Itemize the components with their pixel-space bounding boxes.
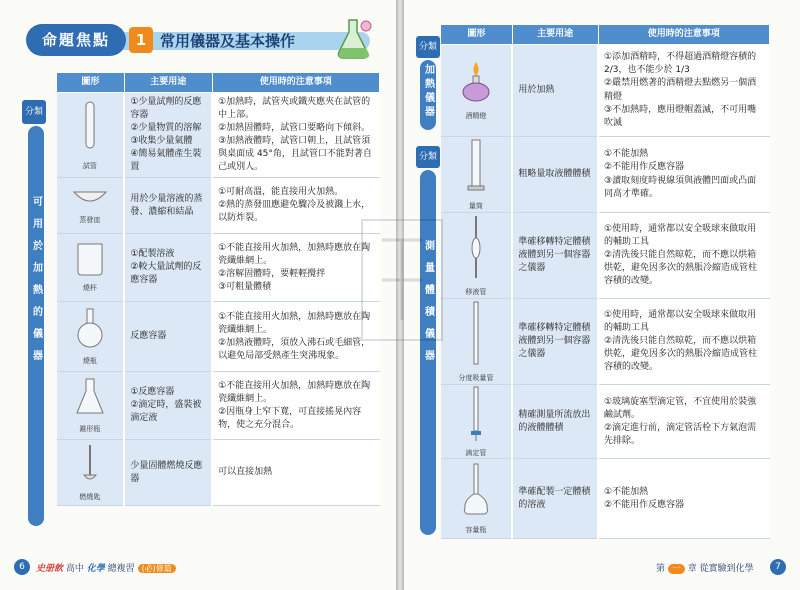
table-header-row [57, 73, 380, 93]
brand-subject: 化學 [86, 564, 105, 574]
instrument-name: 分度吸量管 [458, 373, 494, 382]
instrument-notes: ①不能直接用火加熱，加熱時應放在陶瓷纖維網上。 ②因瓶身上窄下寬，可直接搖晃內容物，使之充分混合。 [212, 372, 379, 440]
brand-series: 總複習 [107, 564, 135, 574]
column-header-figure: 圖形 [441, 25, 513, 45]
column-header-use: 主要用途 [124, 73, 212, 93]
instrument-notes: ①玻璃旋塞型滴定管，不宜使用於裝強鹼試劑。 ②滴定進行前，滴定管活栓下方氣泡需先排除。 [598, 385, 769, 459]
alcohol-lamp-icon [461, 60, 491, 104]
measure-category-tab: 分類 [416, 146, 440, 168]
instrument-notes: ①使用時，通常都以安全吸球來做取用的輔助工具 ②清洗後只能自然晾乾，而不應以烘箱烘乾，避免因多次的熱脹冷縮造成管柱容積的改變。 [598, 299, 769, 385]
heating-label-text: 加熱儀器 [422, 64, 434, 120]
column-header-notes: 使用時的注意事項 [212, 73, 379, 93]
brand-level: 高中 [65, 564, 84, 574]
table-row [57, 234, 380, 302]
right-page [404, 0, 800, 590]
instrument-use: 準確移轉特定體積液體到另一個容器之儀器 [512, 299, 598, 385]
instrument-use: ①少量試劑的反應容器 ②少量物質的溶解 ③收集少量氣體 ④簡易氣體產生裝置 [124, 93, 212, 178]
instrument-name: 容量瓶 [465, 526, 487, 535]
burette-icon [469, 385, 483, 441]
instrument-use: 準確配製一定體積的溶液 [512, 459, 598, 539]
book-brand [36, 561, 176, 574]
instrument-name: 錐形瓶 [79, 425, 101, 434]
instrument-name: 移液管 [465, 287, 487, 296]
instrument-name: 蒸發皿 [79, 216, 101, 225]
instrument-figure [57, 372, 125, 440]
instrument-name: 燒杯 [82, 284, 97, 293]
table-row [441, 459, 770, 539]
column-header-figure: 圖形 [57, 73, 125, 93]
instrument-figure [57, 93, 125, 178]
instrument-use: 用於加熱 [512, 45, 598, 137]
book-gutter [396, 0, 404, 590]
instrument-use: ①配製溶液 ②較大量試劑的反應容器 [124, 234, 212, 302]
chapter-footer [656, 561, 754, 574]
table-row [57, 372, 380, 440]
evaporating-dish-icon [72, 186, 108, 208]
section-badge: 命題焦點 [26, 24, 126, 56]
combustion-spoon-icon [80, 443, 100, 485]
chapter-label: 第 [656, 564, 666, 574]
instrument-notes: ①可耐高溫，能直接用火加熱。 ②熱的蒸發皿應避免驟冷及被濺上水，以防炸裂。 [212, 178, 379, 234]
page-number-right: 7 [770, 559, 786, 575]
instrument-table-right [440, 24, 770, 539]
table-row [441, 385, 770, 459]
instrument-figure [57, 440, 125, 506]
test-tube-icon [83, 100, 97, 154]
erlenmeyer-flask-icon [75, 377, 105, 417]
category-tab: 分類 [22, 100, 46, 124]
table-header-row [441, 25, 770, 45]
instrument-figure [441, 459, 513, 539]
table-row [441, 299, 770, 385]
column-header-use: 主要用途 [512, 25, 598, 45]
heating-category-label [420, 60, 436, 130]
left-page [0, 0, 396, 590]
table-row [57, 178, 380, 234]
instrument-use: 反應容器 [124, 302, 212, 372]
instrument-figure [441, 137, 513, 213]
transfer-pipette-icon [470, 214, 482, 280]
brand-suffix: (必)修篇 [138, 564, 176, 573]
instrument-figure [57, 234, 125, 302]
instrument-figure [57, 302, 125, 372]
instrument-name: 燒瓶 [82, 357, 97, 366]
instrument-figure [57, 178, 125, 234]
table-row [441, 137, 770, 213]
instrument-name: 酒精燈 [465, 111, 487, 120]
table-row [441, 213, 770, 299]
table-row [57, 302, 380, 372]
instrument-use: 粗略量取液體體積 [512, 137, 598, 213]
flask-icon [75, 307, 105, 349]
instrument-name: 滴定管 [465, 449, 487, 458]
beaker-icon [75, 242, 105, 276]
instrument-notes: ①使用時，通常都以安全吸球來做取用的輔助工具 ②清洗後只能自然晾乾，而不應以烘箱烘乾，避免因多次的熱脹冷縮造成管柱容積的改變。 [598, 213, 769, 299]
instrument-notes: 可以直接加熱 [212, 440, 379, 506]
table-row [57, 440, 380, 506]
flask-decoration-icon [334, 16, 374, 60]
section-header [12, 22, 382, 60]
instrument-use: 用於少量溶液的蒸發、濃縮和結晶 [124, 178, 212, 234]
instrument-notes: ①加熱時，試管夾或鐵夾應夾在試管的中上部。 ②加熱固體時，試管口要略向下傾斜。 ③加熱液體時，試管口朝上，且試管須與桌面成 45°角，且試管口不能對著自己或別人。 [212, 93, 379, 178]
instrument-notes: ①不能加熱 ②不能用作反應容器 ③讀取刻度時視線須與液體凹面或凸面同高才準確。 [598, 137, 769, 213]
instrument-name: 燃燒匙 [79, 493, 101, 502]
page-number-left: 6 [14, 559, 30, 575]
instrument-notes: ①不能直接用火加熱，加熱時應放在陶瓷纖維網上。 ②溶解固體時，要輕輕攪拌 ③可粗量體積 [212, 234, 379, 302]
chapter-suffix: 章 [687, 564, 697, 574]
instrument-use: 少量固體燃燒反應器 [124, 440, 212, 506]
instrument-figure [441, 213, 513, 299]
table-row [57, 93, 380, 178]
category-label-text: 可用於加熱的儀器 [30, 196, 42, 372]
instrument-use: 精確測量所流放出的液體體積 [512, 385, 598, 459]
category-label [28, 126, 44, 526]
instrument-table [56, 72, 380, 506]
table-row [441, 45, 770, 137]
column-header-notes: 使用時的注意事項 [598, 25, 769, 45]
chapter-number: 一 [668, 564, 685, 574]
instrument-name: 量筒 [468, 201, 483, 210]
brand-name: 史册飲 [36, 564, 64, 574]
section-title: 常用儀器及基本操作 [160, 32, 296, 50]
measure-label-text: 測量體積儀器 [422, 240, 434, 372]
instrument-figure [441, 385, 513, 459]
volumetric-flask-icon [463, 462, 489, 518]
instrument-notes: ①不能加熱 ②不能用作反應容器 [598, 459, 769, 539]
measure-category-label [420, 170, 436, 535]
instrument-use: 準確移轉特定體積液體到另一個容器之儀器 [512, 213, 598, 299]
heating-category-tab: 分類 [416, 36, 440, 58]
graduated-pipette-icon [470, 300, 482, 366]
instrument-figure [441, 299, 513, 385]
instrument-use: ①反應容器 ②滴定時，盛裝被滴定液 [124, 372, 212, 440]
instrument-notes: ①不能直接用火加熱，加熱時應放在陶瓷纖維網上。 ②加熱液體時，須放入沸石或毛細管，以避免局部受熱產生突沸現象。 [212, 302, 379, 372]
instrument-figure [441, 45, 513, 137]
graduated-cylinder-icon [466, 138, 486, 194]
instrument-notes: ①添加酒精時，不得超過酒精燈容積的 2/3，也不能少於 1/3 ②嚴禁用燃著的酒精燈去點燃另一個酒精燈 ③不加熱時，應用燈帽蓋滅，不可用嘴吹滅 [598, 45, 769, 137]
chapter-title: 從實驗到化學 [699, 564, 754, 574]
instrument-name: 試管 [82, 161, 97, 170]
section-number: 1 [129, 27, 153, 53]
